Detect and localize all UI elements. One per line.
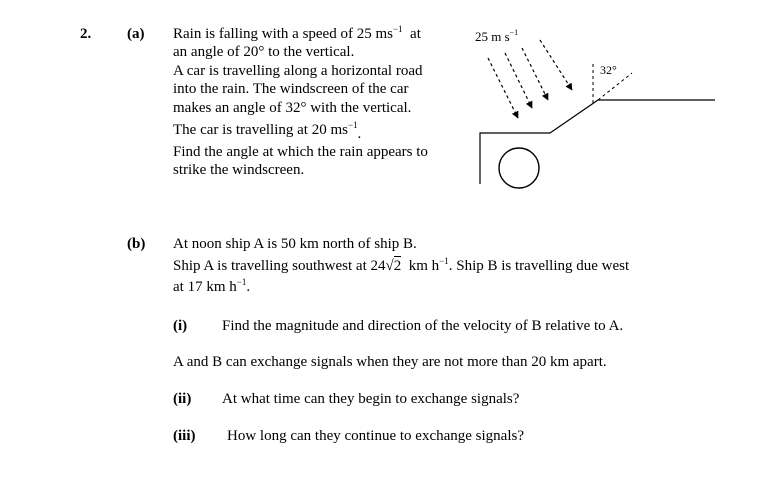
part-b-line-2-exponent: −1 bbox=[439, 256, 449, 266]
part-b-line-2-end: . Ship B is travelling due west bbox=[448, 258, 630, 274]
sqrt-symbol: √ bbox=[385, 258, 394, 274]
part-a-line-8: strike the windscreen. bbox=[173, 162, 305, 178]
part-a-line-7: Find the angle at which the rain appears to bbox=[173, 144, 428, 160]
part-a-line-6-text: The car is travelling at 20 ms bbox=[173, 122, 348, 138]
condition-text: A and B can exchange signals when they are not more than 20 km apart. bbox=[173, 354, 607, 370]
part-b-line-1: At noon ship A is 50 km north of ship B. bbox=[173, 236, 417, 252]
windscreen-extension-line bbox=[598, 73, 632, 100]
part-b-unit-kmh: km h bbox=[408, 258, 440, 274]
sub-i-label: (i) bbox=[173, 318, 188, 334]
part-a-line-1 bbox=[173, 25, 421, 43]
part-a-line-2: an angle of 20° to the vertical. bbox=[173, 44, 355, 60]
part-a-line-1-tail: at bbox=[410, 26, 421, 42]
part-b-line-3-tail: . bbox=[246, 279, 251, 295]
part-b-line-3 bbox=[173, 278, 250, 296]
rain-arrows bbox=[488, 40, 572, 118]
sub-i-text: Find the magnitude and direction of the velocity of B relative to A. bbox=[222, 318, 624, 334]
car-wheel bbox=[499, 148, 539, 188]
sub-ii-label: (ii) bbox=[173, 391, 192, 407]
rain-speed-text: 25 m s bbox=[475, 29, 510, 44]
rain-arrow-3 bbox=[522, 48, 548, 100]
part-b-label: (b) bbox=[127, 236, 146, 252]
rain-arrow-4 bbox=[540, 40, 572, 90]
sqrt-value: 2 bbox=[393, 258, 402, 274]
sub-ii-text: At what time can they begin to exchange signals? bbox=[222, 391, 520, 407]
part-a-line-5: makes an angle of 32° with the vertical. bbox=[173, 100, 412, 116]
part-b-line-2 bbox=[173, 257, 629, 275]
part-b-line-3-exponent: −1 bbox=[236, 277, 247, 287]
part-b-line-3-text: at 17 km h bbox=[173, 279, 237, 295]
rain-arrow-2 bbox=[505, 53, 532, 108]
sub-iii-text: How long can they continue to exchange signals? bbox=[227, 428, 524, 444]
question-number: 2. bbox=[80, 26, 92, 42]
part-a-line-1-text: Rain is falling with a speed of 25 ms bbox=[173, 26, 393, 42]
part-a-line-6-tail: . bbox=[357, 126, 362, 142]
part-a-line-1-exponent: −1 bbox=[392, 24, 403, 34]
rain-car-diagram bbox=[460, 18, 730, 198]
rain-speed-exponent: −1 bbox=[509, 28, 519, 37]
part-b-line-2-start: Ship A is travelling southwest at 24 bbox=[173, 258, 386, 274]
part-a-line-3: A car is travelling along a horizontal road bbox=[173, 63, 423, 79]
sub-iii-label: (iii) bbox=[173, 428, 196, 444]
part-a-line-4: into the rain. The windscreen of the car bbox=[173, 81, 409, 97]
windscreen-angle-label: 32° bbox=[600, 63, 617, 77]
part-a-label: (a) bbox=[127, 26, 145, 42]
rain-speed-label bbox=[475, 28, 518, 44]
rain-arrow-1 bbox=[488, 58, 518, 118]
part-a-line-6 bbox=[173, 120, 362, 142]
part-a-line-6-exponent: −1 bbox=[347, 120, 358, 130]
